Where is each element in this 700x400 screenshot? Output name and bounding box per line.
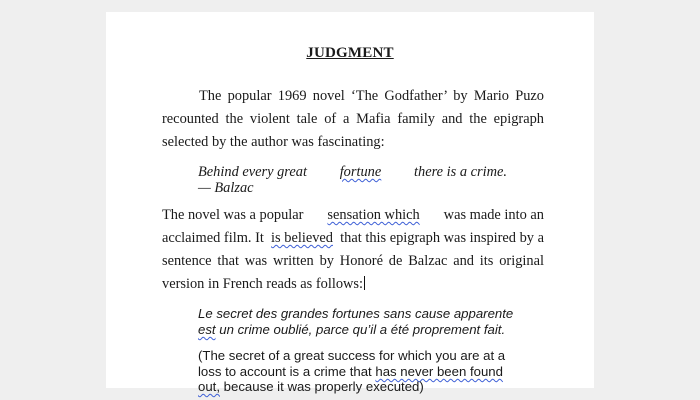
document-page[interactable] [106, 12, 594, 394]
spellcheck-word-out: out, [198, 379, 220, 394]
spellcheck-phrase-found: has never been found [375, 364, 503, 379]
spellcheck-word-fortune: fortune [339, 164, 382, 180]
epigraph-quote: Behind every great fortune there is a crime. [198, 164, 507, 180]
para1-line2: recounted the violent tale of a Mafia family and the epigraph [162, 111, 544, 127]
text-cursor [364, 276, 365, 290]
para2-line2: acclaimed film. It is believed that this epigraph was inspired by a [162, 230, 544, 246]
para1-line1: The popular 1969 novel ‘The Godfather’ by Mario Puzo [199, 88, 544, 104]
spellcheck-word-est: est [198, 322, 216, 337]
epigraph-attribution: — Balzac [198, 180, 254, 196]
spellcheck-phrase-sensation: sensation which [327, 207, 420, 223]
translation-line1: (The secret of a great success for which you are at a [198, 348, 506, 363]
para2-line4: version in French reads as follows: [162, 276, 364, 292]
document-title: JUDGMENT [306, 45, 394, 61]
para2-line3: sentence that was written by Honoré de Balzac and its original [162, 253, 544, 269]
translation-line2: loss to account is a crime that has never been found [198, 364, 503, 379]
translation-line3: out, because it was properly executed) [198, 379, 424, 394]
spellcheck-phrase-believed: is believed [271, 230, 333, 246]
french-line2: est un crime oublié, parce qu’il a été proprement fait. [198, 322, 506, 337]
para2-line1: The novel was a popular sensation which was made into an [162, 207, 544, 223]
french-line1: Le secret des grandes fortunes sans cause apparente [198, 306, 514, 321]
para1-line3: selected by the author was fascinating: [162, 134, 385, 150]
